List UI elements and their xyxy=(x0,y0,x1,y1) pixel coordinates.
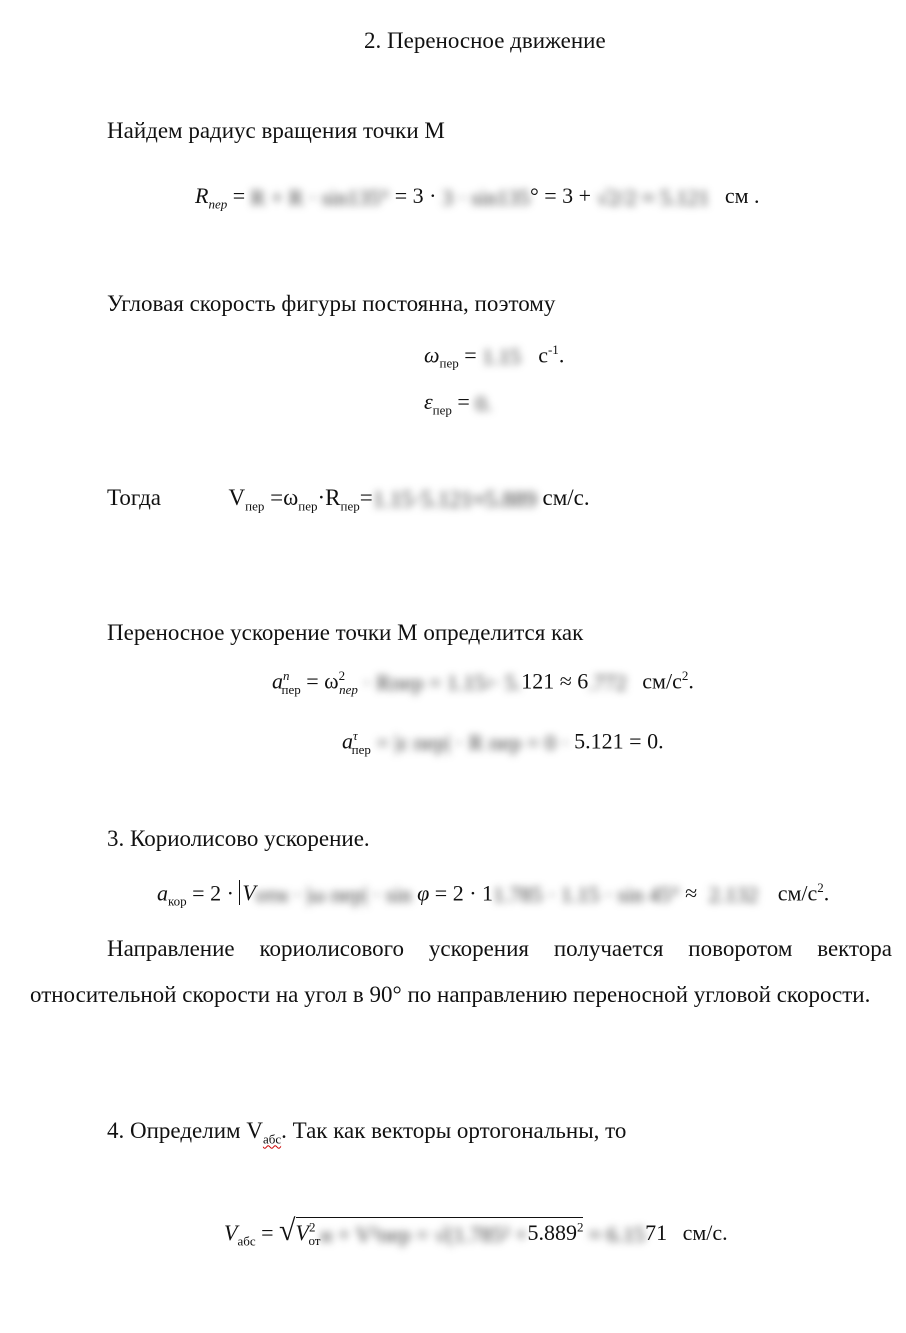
an-omega-sub: пер xyxy=(339,681,358,697)
radius-sub: пер xyxy=(208,196,228,212)
vabs-eq1: = xyxy=(261,1220,274,1245)
sqrt-sign: √ xyxy=(279,1214,296,1247)
an-eq1: = ω xyxy=(306,668,339,694)
vabs-tail: 5.889 xyxy=(527,1220,577,1245)
radius-eq2: = 3 · xyxy=(394,183,437,208)
radius-blurred-3: √2/2 ≈ 5.121 xyxy=(596,184,710,210)
an-blurred-4: .772 xyxy=(588,670,627,696)
coriolis-approx: ≈ xyxy=(685,880,698,906)
coriolis-equation xyxy=(157,880,829,910)
section-4-intro-a: 4. Определим V xyxy=(107,1118,263,1143)
vabs-blurred-2: ≈ 6.15 xyxy=(588,1221,646,1247)
at-symbol: a xyxy=(342,728,353,754)
velocity-unit: см/с. xyxy=(536,485,590,510)
velocity-symbol: V xyxy=(228,485,246,510)
tonda-word: Тогда xyxy=(107,485,162,510)
omega-equation xyxy=(424,342,564,372)
vabs-v2-sub: от xyxy=(308,1233,321,1249)
coriolis-v-symbol: V xyxy=(242,880,256,906)
section-2-heading: 2. Переносное движение xyxy=(364,28,606,53)
radius-symbol: R xyxy=(195,183,209,208)
epsilon-equation xyxy=(424,389,492,418)
coriolis-end: . xyxy=(823,880,830,906)
an-unit-sup: 2 xyxy=(681,668,689,683)
velocity-line xyxy=(107,485,590,515)
radius-unit: см . xyxy=(724,183,760,208)
an-sup: n xyxy=(283,668,290,683)
an-blurred-3: · 5. xyxy=(491,670,522,696)
coriolis-a-symbol: a xyxy=(157,880,168,906)
epsilon-eq: = xyxy=(457,389,470,414)
epsilon-symbol: ε xyxy=(424,389,433,414)
omega-eq: = xyxy=(464,342,477,368)
coriolis-blurred-1: отн · |ω пер| · sin xyxy=(255,882,412,908)
an-tail: 121 ≈ 6 xyxy=(521,668,589,694)
omega-sub: пер xyxy=(439,355,459,371)
an-blurred-1: · R xyxy=(363,670,391,696)
epsilon-sub: пер xyxy=(432,402,452,418)
vabs-unit: см/с. xyxy=(682,1220,728,1245)
normal-acceleration-equation xyxy=(272,668,694,698)
velocity-r-sub: пер xyxy=(340,498,360,514)
at-sup: τ xyxy=(353,728,358,743)
coriolis-blurred-3: 2.132 xyxy=(708,882,759,908)
section-4-intro-sub: абс xyxy=(262,1131,282,1147)
coriolis-paragraph: Направление кориолисового ускорения получается поворотом вектора относительной скорости на угол в 90° по направлению переносной угловой скорости. xyxy=(30,936,892,1007)
an-symbol: a xyxy=(272,668,283,694)
vabs-sub: абс xyxy=(237,1233,256,1249)
omega-intro: Угловая скорость фигуры постоянна, поэтому xyxy=(107,291,556,316)
epsilon-blurred-value: 0. xyxy=(475,390,492,416)
omega-blurred-value: 1.15 xyxy=(482,344,521,370)
vabs-tail-sup: 2 xyxy=(576,1219,584,1235)
absolute-velocity-equation xyxy=(224,1214,728,1249)
coriolis-phi: φ xyxy=(417,880,430,906)
coriolis-unit: см/с xyxy=(777,880,818,906)
velocity-eq2: = xyxy=(359,485,373,510)
radius-eq1: = xyxy=(232,183,246,208)
velocity-dot: ·R xyxy=(317,485,341,510)
velocity-sub: пер xyxy=(245,498,265,514)
velocity-omega-sub: пер xyxy=(298,498,318,514)
velocity-eq1: =ω xyxy=(264,485,299,510)
tangential-acceleration-equation xyxy=(342,728,664,758)
vabs-v2-symbol: V xyxy=(295,1220,309,1245)
acceleration-intro: Переносное ускорение точки М определится как xyxy=(107,620,584,645)
coriolis-blurred-2: 1.785 · 1.15 · sin 45° xyxy=(493,882,680,908)
an-end: . xyxy=(688,668,694,694)
section-4-intro-b: . Так как векторы ортогональны, то xyxy=(281,1118,627,1143)
coriolis-unit-sup: 2 xyxy=(817,880,824,895)
omega-unit: с xyxy=(538,342,548,368)
omega-unit-sup: -1 xyxy=(547,342,559,357)
an-omega-sup: 2 xyxy=(338,668,346,683)
vabs-v2-sup: 2 xyxy=(308,1219,316,1235)
an-unit: см/с xyxy=(642,668,682,694)
an-sub: пер xyxy=(281,681,301,697)
omega-end: . xyxy=(558,342,565,368)
coriolis-eq1: = 2 · xyxy=(192,880,234,906)
radius-equation xyxy=(195,183,760,212)
section-3-heading: 3. Кориолисово ускорение. xyxy=(107,826,370,851)
an-blurred-sup: 2 xyxy=(485,675,492,691)
at-tail: 5.121 = 0 xyxy=(574,728,659,754)
omega-symbol: ω xyxy=(424,342,440,368)
at-end: . xyxy=(658,728,664,754)
radius-blurred-2: 3 · sin135 xyxy=(441,184,530,210)
radius-blurred-1: R + R · sin135° xyxy=(250,184,390,210)
section-4-intro xyxy=(107,1118,626,1148)
an-blurred-2: пер = 1.15 xyxy=(390,670,486,696)
coriolis-a-sub: кор xyxy=(168,893,187,909)
sqrt-content xyxy=(295,1217,584,1249)
vabs-tail2: 71 xyxy=(645,1220,668,1245)
vabs-blurred-1: н + V²пер = √(1.785² + xyxy=(320,1221,528,1247)
coriolis-eq2: = 2 · 1 xyxy=(434,880,494,906)
at-blurred-value: = |ε пер| · R пер = 0 · xyxy=(376,730,569,756)
at-sub: пер xyxy=(351,741,371,757)
radius-eq3: ° = 3 + xyxy=(529,183,592,208)
velocity-blurred-value: 1.15·5.121≈5.889 xyxy=(372,486,537,512)
vabs-symbol: V xyxy=(224,1220,238,1245)
radius-intro: Найдем радиус вращения точки М xyxy=(107,118,445,143)
